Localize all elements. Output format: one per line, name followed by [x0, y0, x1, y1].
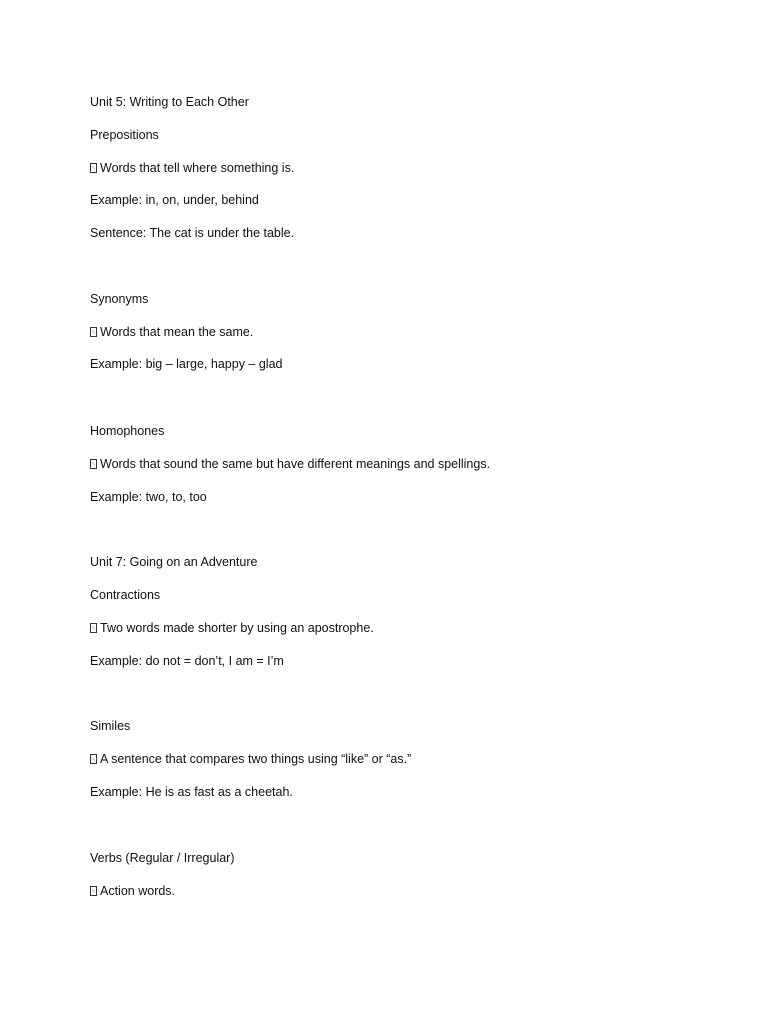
verbs-heading: Verbs (Regular / Irregular): [90, 851, 235, 865]
homophones-definition-text: Words that sound the same but have different meanings and spellings.: [100, 457, 491, 471]
missing-glyph-icon: [90, 886, 97, 896]
homophones-heading: Homophones: [90, 424, 165, 438]
synonyms-definition-text: Words that mean the same.: [100, 325, 254, 339]
unit5-title: Unit 5: Writing to Each Other: [90, 95, 249, 109]
missing-glyph-icon: [90, 623, 97, 633]
prepositions-heading: Prepositions: [90, 128, 159, 142]
synonyms-heading: Synonyms: [90, 292, 149, 306]
homophones-definition: [90, 456, 490, 472]
similes-heading: Similes: [90, 719, 131, 733]
contractions-definition: [90, 620, 374, 636]
contractions-example: Example: do not = don’t, I am = I’m: [90, 654, 284, 668]
missing-glyph-icon: [90, 163, 97, 173]
missing-glyph-icon: [90, 754, 97, 764]
contractions-definition-text: Two words made shorter by using an apostrophe.: [100, 621, 374, 635]
prepositions-definition: [90, 160, 294, 176]
prepositions-sentence: Sentence: The cat is under the table.: [90, 226, 295, 240]
missing-glyph-icon: [90, 459, 97, 469]
synonyms-definition: [90, 324, 253, 340]
similes-definition-text: A sentence that compares two things using “like” or “as.”: [100, 752, 412, 766]
verbs-definition-text: Action words.: [100, 884, 176, 898]
similes-example: Example: He is as fast as a cheetah.: [90, 785, 293, 799]
missing-glyph-icon: [90, 327, 97, 337]
verbs-definition: [90, 883, 175, 899]
similes-definition: [90, 751, 411, 767]
contractions-heading: Contractions: [90, 588, 161, 602]
prepositions-example: Example: in, on, under, behind: [90, 193, 259, 207]
homophones-example: Example: two, to, too: [90, 490, 207, 504]
synonyms-example: Example: big – large, happy – glad: [90, 357, 283, 371]
prepositions-definition-text: Words that tell where something is.: [100, 161, 295, 175]
unit7-title: Unit 7: Going on an Adventure: [90, 555, 258, 569]
